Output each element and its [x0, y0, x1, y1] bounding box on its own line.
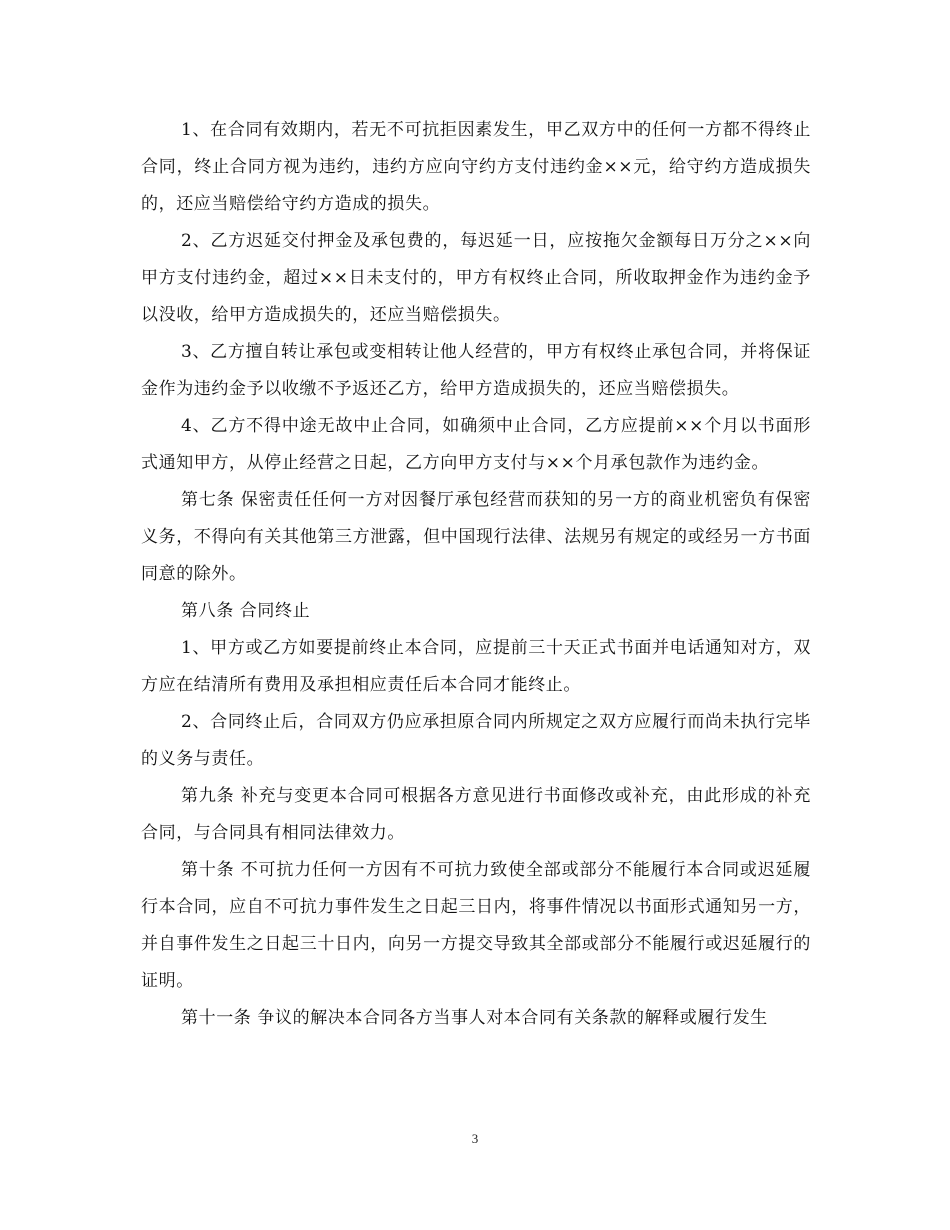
paragraph-article-11: 第十一条 争议的解决本合同各方当事人对本合同有关条款的解释或履行发生 [181, 1008, 768, 1028]
paragraph-penalty-2: 2、乙方迟延交付押金及承包费的，每迟延一日，应按拖欠金额每日万分之××向甲方支付违约金，超过××日未支付的，甲方有权终止合同，所收取押金作为违约金予以没收，给甲方造成损失的，还应当赔偿损失。 [141, 231, 811, 325]
paragraph-termination-2: 2、合同终止后，合同双方仍应承担原合同内所规定之双方应履行而尚未执行完毕的义务与责任。 [141, 712, 811, 769]
paragraph-penalty-3: 3、乙方擅自转让承包或变相转让他人经营的，甲方有权终止承包合同，并将保证金作为违约金予以收缴不予返还乙方，给甲方造成损失的，还应当赔偿损失。 [141, 342, 811, 399]
paragraph-termination-1: 1、甲方或乙方如要提前终止本合同，应提前三十天正式书面并电话通知对方，双方应在结清所有费用及承担相应责任后本合同才能终止。 [141, 638, 811, 695]
paragraph-penalty-1: 1、在合同有效期内，若无不可抗拒因素发生，甲乙双方中的任何一方都不得终止合同，终止合同方视为违约，违约方应向守约方支付违约金××元，给守约方造成损失的，还应当赔偿给守约方造成的损失。 [141, 120, 811, 214]
document-body [141, 112, 811, 1037]
paragraph-article-9: 第九条 补充与变更本合同可根据各方意见进行书面修改或补充，由此形成的补充合同，与合同具有相同法律效力。 [141, 786, 811, 843]
paragraph-article-8-heading: 第八条 合同终止 [181, 601, 311, 621]
paragraph-article-10: 第十条 不可抗力任何一方因有不可抗力致使全部或部分不能履行本合同或迟延履行本合同，应自不可抗力事件发生之日起三日内，将事件情况以书面形式通知另一方，并自事件发生之日起三十日内，向另一方提交导致其全部或部分不能履行或迟延履行的证明。 [141, 860, 811, 991]
paragraph-penalty-4: 4、乙方不得中途无故中止合同，如确须中止合同，乙方应提前××个月以书面形式通知甲方，从停止经营之日起，乙方向甲方支付与××个月承包款作为违约金。 [141, 416, 811, 473]
page-number: 3 [471, 1131, 479, 1146]
paragraph-article-7: 第七条 保密责任任何一方对因餐厅承包经营而获知的另一方的商业机密负有保密义务，不得向有关其他第三方泄露，但中国现行法律、法规另有规定的或经另一方书面同意的除外。 [141, 490, 811, 584]
